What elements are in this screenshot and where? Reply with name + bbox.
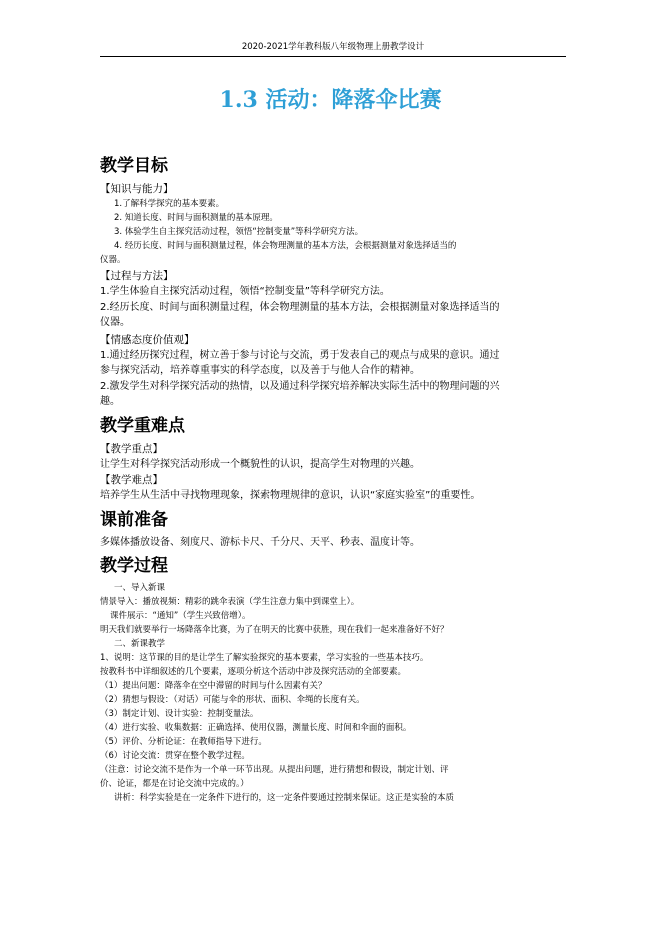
label-key: 【教学重点】 xyxy=(100,442,163,455)
process-item: 2.经历长度、时间与面积测量过程，体会物理测量的基本方法，会根据测量对象选择适当的 xyxy=(100,301,500,313)
preparation-text: 多媒体播放设备、刻度尺、游标卡尺、千分尺、天平、秒表、温度计等。 xyxy=(100,536,420,548)
page-header: 2020-2021学年教科版八年级物理上册教学设计 xyxy=(100,40,566,57)
emotion-item: 参与探究活动，培养尊重事实的科学态度，以及善于与他人合作的精神。 xyxy=(100,365,420,376)
process-line: 讲析：科学实验是在一定条件下进行的，这一定条件要通过控制来保证。这正是实验的本质 xyxy=(114,793,455,803)
label-difficult: 【教学难点】 xyxy=(100,474,163,486)
process-line: 情景导入：播放视频：精彩的跳伞表演（学生注意力集中到课堂上）。 xyxy=(100,597,360,607)
process-line: 1、说明：这节课的目的是让学生了解实验探究的基本要素，学习实验的一些基本技巧。 xyxy=(100,653,429,663)
label-emotion: 【情感态度价值观】 xyxy=(100,333,195,346)
process-line: （6）讨论交流：贯穿在整个教学过程。 xyxy=(100,751,250,761)
process-line: 二、新课教学 xyxy=(114,639,166,649)
knowledge-item: 1.了解科学探究的基本要素。 xyxy=(114,199,225,209)
process-line: 价、论证，都是在讨论交流中完成的。） xyxy=(100,779,249,789)
process-line: （3）制定计划、设计实验：控制变量法。 xyxy=(100,709,259,719)
key-text: 让学生对科学探究活动形成一个概貌性的认识，提高学生对物理的兴趣。 xyxy=(100,458,420,470)
emotion-item: 趣。 xyxy=(100,396,120,407)
process-item: 1.学生体验自主探究活动过程，领悟“控制变量”等科学研究方法。 xyxy=(100,286,390,297)
lesson-title: 1.3 活动：降落伞比赛 xyxy=(219,87,442,113)
process-item: 仪器。 xyxy=(100,317,130,328)
process-line: （2）猜想与假设：（对话）可能与伞的形状、面积、伞绳的长度有关。 xyxy=(100,695,365,705)
knowledge-item: 仪器。 xyxy=(100,255,126,265)
heading-objectives: 教学目标 xyxy=(100,156,168,176)
difficult-text: 培养学生从生活中寻找物理现象，探索物理规律的意识，认识“家庭实验室”的重要性。 xyxy=(100,490,481,501)
process-line: 明天我们就要举行一场降落伞比赛，为了在明天的比赛中获胜，现在我们一起来准备好不好？ xyxy=(100,625,449,635)
heading-key-points: 教学重难点 xyxy=(100,415,185,436)
label-process: 【过程与方法】 xyxy=(100,270,174,282)
process-line: （1）提出问题：降落伞在空中滞留的时间与什么因素有关？ xyxy=(100,681,327,691)
process-line: 按教科书中详细叙述的几个要素，逐项分析这个活动中涉及探究活动的全部要素。 xyxy=(100,667,407,677)
process-line: 一、导入新课 xyxy=(114,583,166,593)
emotion-item: 1.通过经历探究过程，树立善于参与讨论与交流，勇于发表自己的观点与成果的意识。通过 xyxy=(100,349,500,361)
label-knowledge: 【知识与能力】 xyxy=(100,183,174,195)
heading-process: 教学过程 xyxy=(100,556,168,576)
process-line: （4）进行实验、收集数据：正确选择、使用仪器，测量长度、时间和伞面的面积。 xyxy=(100,723,412,733)
heading-preparation: 课前准备 xyxy=(100,509,168,530)
document-body xyxy=(100,150,566,805)
emotion-item: 2.激发学生对科学探究活动的热情，以及通过科学探究培养解决实际生活中的物理问题的兴 xyxy=(100,380,500,392)
process-line: 课件展示：“通知”（学生兴致倍增）。 xyxy=(110,611,251,621)
knowledge-item: 4. 经历长度、时间与面积测量过程，体会物理测量的基本方法，会根据测量对象选择适当的 xyxy=(114,241,457,251)
process-line: （5）评价、分析论证：在教师指导下进行。 xyxy=(100,737,267,747)
knowledge-item: 3. 体验学生自主探究活动过程，领悟“控制变量”等科学研究方法。 xyxy=(114,227,364,237)
knowledge-item: 2. 知道长度、时间与面积测量的基本原理。 xyxy=(114,213,278,223)
process-line: （注意：讨论交流不是作为一个单一环节出现。从提出问题，进行猜想和假设，制定计划、评 xyxy=(100,765,449,775)
